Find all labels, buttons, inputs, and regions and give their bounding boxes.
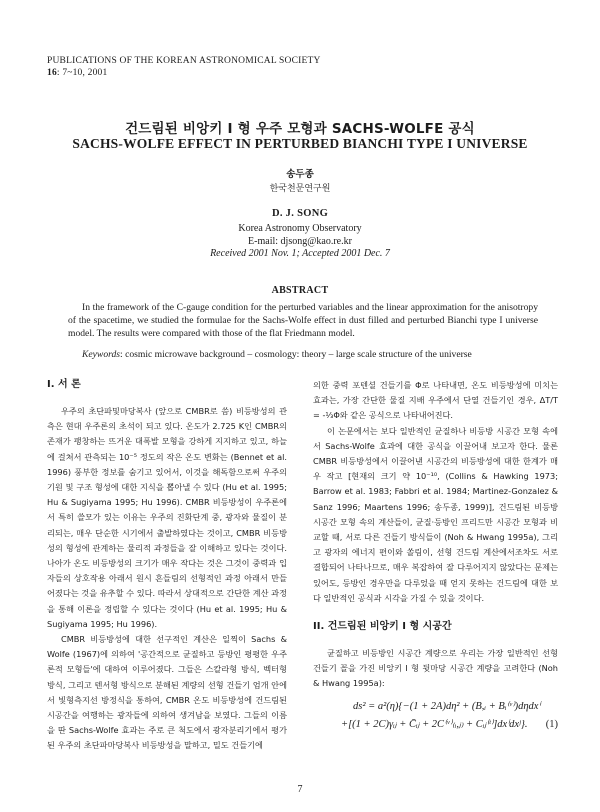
continuation-paragraph: 의한 중력 포텐셜 건들기를 Φ로 나타내면, 온도 비등방성에 미치는 효과는, 가장 간단한 물질 지배 우주에서 단열 건들기인 경우, ΔT/T = -⅓Φ와 같은 공식으로 나타내어진다. <box>313 380 558 421</box>
keywords-line <box>68 349 538 362</box>
keywords-text: : cosmic microwave background – cosmology: theory – large scale structure of the universe <box>120 349 472 360</box>
equation-line-1: ds² = a²(η){−(1 + 2A)dη² + (B,ᵢ + Bᵢ⁽ᵛ⁾)dηdxⁱ <box>353 700 541 712</box>
equation-line-2: +[(1 + 2C)γᵢⱼ + C̄ᵢⱼ + 2C⁽ᵛ⁾₍ᵢ,ⱼ₎ + Cᵢⱼ⁽ᵗ⁾]dxⁱdxʲ}. <box>341 718 528 730</box>
title-korean: 건드림된 비앙키 I 형 우주 모형과 SACHS-WOLFE 공식 <box>125 121 475 137</box>
author-name-korean: 송두종 <box>286 169 314 180</box>
intro-paragraph-2: CMBR 비등방성에 대한 선구적인 계산은 일찍이 Sachs & Wolfe (1967)에 의하여 '공간적으로 균질하고 등방인 평평한 우주론적 모형들'에 대하여 이루어졌다. 그들은 스칼라형 방식, 벡터형 방식, 그리고 텐서형 방식으로 분해된 계량의 선형 건들기 엄개 안에서 빛형측지선 방정식을 통하여, CMBR 온도 비등방성에 건드림된 시공간을 여행하는 광자들에 의하여 생겨남을 보였다. 그들의 이름을 딴 Sachs-Wolfe 효과는 주로 큰 척도에서 광자분리기에서 평가된 우주의 초단파마당복사 비등방성을 말하고, 밀도 건들기에 <box>47 634 287 751</box>
journal-name: PUBLICATIONS OF THE KOREAN ASTRONOMICAL SOCIETY <box>47 56 321 66</box>
left-column <box>47 378 287 754</box>
journal-volume: 16 <box>47 68 57 78</box>
intro-paragraph-3: 이 논문에서는 보다 일반적인 균질하나 비등방 시공간 모형 속에서 Sachs-Wolfe 효과에 대한 공식을 이끌어내 보고자 한다. 물론 CMBR 비등방성에서 이끌어낸 시공간의 비등방성에 대한 한계가 매우 작고 [현재의 크기 약 10⁻¹⁰, (Collins & Hawking 1973; Barrow et al. 1983; Fabbri et al. 1984; Martinez-Gonzalez & Sanz 1996; Maartens 1996; 송두종, 1999)], 건드림된 비등방 시공간 모형 속의 계산들이, 균질·등방인 프리드만 시공간 모형과 비교할 때, 서로 다른 건들기 방식들이 (Noh & Hwang 1995a), 그리고 광자의 에너지 편이와 쏠림이, 선형 건드림 계산에서조차도 서로 결합되어 나타나므로, 매우 복잡하여 잘 다루어지지 않았다는 문제는 있어도, 등방인 경우만을 다루었을 때 얻지 못하는 건드림에 대한 보다 일반적인 공식과 시각을 가질 수 있을 것이다. <box>313 425 558 603</box>
abstract-heading: ABSTRACT <box>271 285 329 296</box>
right-column <box>313 378 558 734</box>
equation-number: (1) <box>545 718 558 730</box>
equation-line-2-row <box>313 716 558 734</box>
title-english: SACHS-WOLFE EFFECT IN PERTURBED BIANCHI TYPE I UNIVERSE <box>72 136 528 151</box>
affiliation-english: Korea Astronomy Observatory <box>238 223 362 234</box>
author-name-english: D. J. SONG <box>271 208 329 219</box>
section-heading-introduction: I. 서 론 <box>47 379 81 390</box>
page-number: 7 <box>297 784 303 795</box>
section2-paragraph-1: 균질하고 비등방인 시공간 계량으로 우리는 가장 일반적인 선형 건들기 꼴을 가진 비앙키 I 형 뒷마당 시공간 계량을 고려한다 (Noh & Hwang 1995a): <box>313 648 558 689</box>
author-email: E-mail: djsong@kao.re.kr <box>248 235 352 247</box>
intro-paragraph-1: 우주의 초단파및마당복사 (앞으로 CMBR로 씀) 비등방성의 관측은 현대 우주론의 초석이 되고 있다. 온도가 2.725 K인 CMBR의 존재가 팽창하는 뜨거운 대폭발 모형을 강하게 지지하고 있고, 하늘에 걸쳐서 관측되는 10⁻⁵ 정도의 작은 온도 변화는 (Bennet et al. 1996) 풍부한 정보를 숨기고 있어서, 이것을 해독함으로써 우주의 기원 및 구조 형성에 대한 지식을 뽑아낼 수 있다 (Hu et al. 1995; Hu & Sugiyama 1995; Hu 1996). CMBR 비등방성이 우주론에서 특히 쓸모가 있는 이유는 우주의 진화단계 중, 광자와 물질이 분리되는, 매우 단순한 시기에서 출발하였다는 것이고, CMBR 비등방성의 형성에 관계하는 물리적 과정들을 잘 이해하고 있다는 것이다. 나아가 온도 비등방성의 크기가 매우 작다는 것은 그것이 중력과 입자들의 상호작용 아래서 원시 흔들림의 선형적인 과정 아래서 만들어졌다는 것을 유추할 수 있다. 따라서 상대적으로 간단한 계산 과정을 통해 이론을 정립할 수 있다는 것이다 (Hu et al. 1995; Hu & Sugiyama 1995; Hu 1996). <box>47 406 287 629</box>
journal-header <box>47 55 321 79</box>
affiliation-block <box>0 223 600 261</box>
journal-volume-line <box>47 67 321 79</box>
keywords-label: Keywords <box>82 349 121 360</box>
abstract-text: In the framework of the C-gauge condition for the perturbed variables and the linear approximation for the anisotropy of the spacetime, we studied the formulae for the Sachs-Wolfe effect in dust filled and perturbed Bianchi type I universe model. The results were compared with those of the flat Friedmann model. <box>68 302 538 339</box>
section-heading-bianchi: II. 건드림된 비앙키 I 형 시공간 <box>313 621 452 633</box>
journal-pages: : 7~10, 2001 <box>56 68 108 78</box>
received-dates: Received 2001 Nov. 1; Accepted 2001 Dec. 7 <box>210 248 390 259</box>
affiliation-korean: 한국천문연구원 <box>269 184 331 194</box>
equation-1 <box>313 698 558 734</box>
